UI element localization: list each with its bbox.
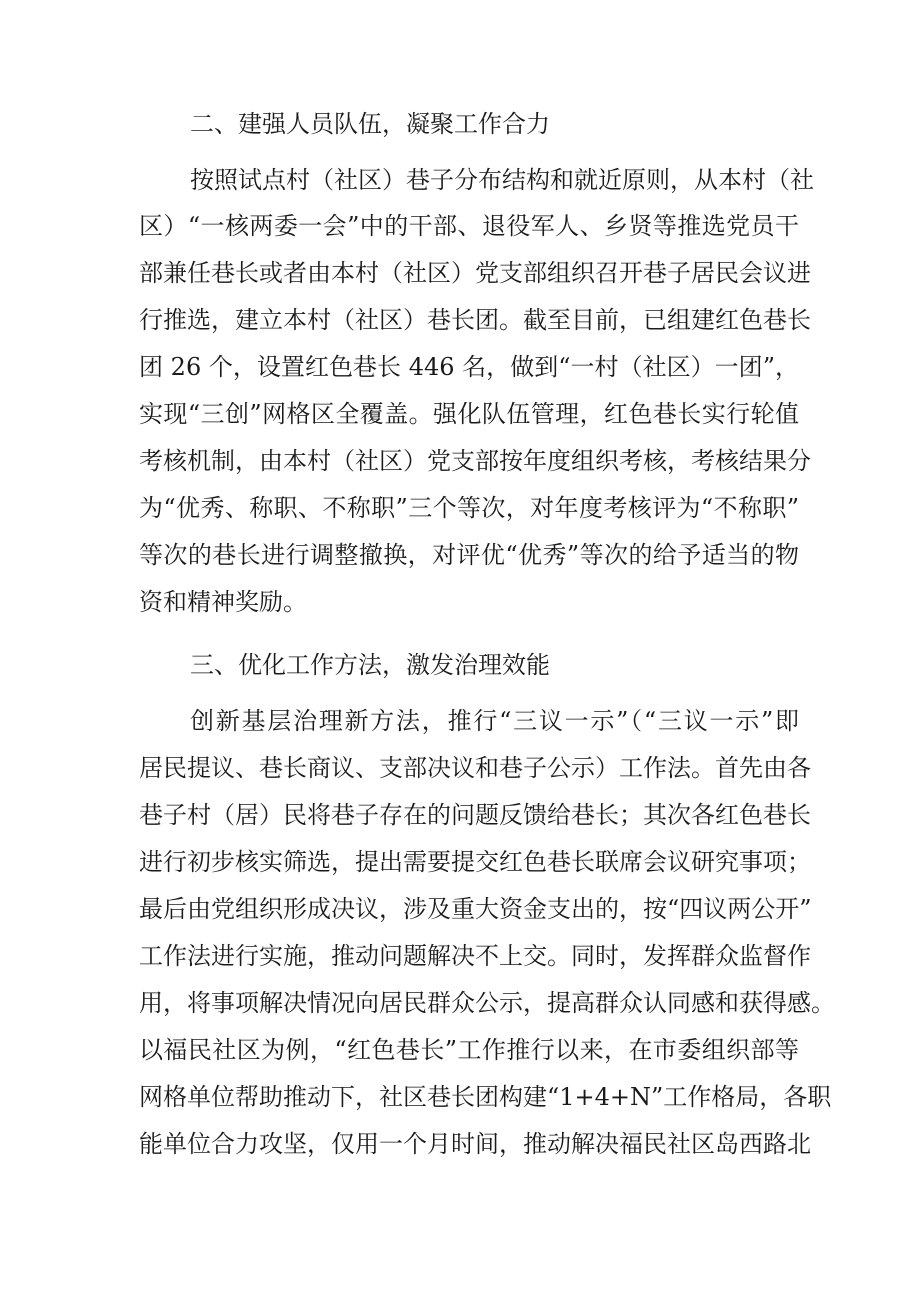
- section-3-line-6: 工作法进行实施，推动问题解决不上交。同时，发挥群众监督作: [139, 942, 811, 970]
- section-3-line-7: 用，将事项解决情况向居民群众公示，提高群众认同感和获得感。: [139, 989, 835, 1017]
- section-3-line-8: 以福民社区为例，“红色巷长”工作推行以来，在市委组织部等: [139, 1036, 799, 1064]
- section-2-heading: 二、建强人员队伍，凝聚工作合力: [190, 110, 550, 138]
- section-2-line-1: 按照试点村（社区）巷子分布结构和就近原则，从本村（社: [190, 166, 814, 194]
- section-2-line-4: 行推选，建立本村（社区）巷长团。截至目前，已组建红色巷长: [139, 306, 811, 334]
- section-2-line-9: 等次的巷长进行调整撤换，对评优“优秀”等次的给予适当的物: [139, 541, 799, 569]
- section-3-line-2: 居民提议、巷长商议、支部决议和巷子公示）工作法。首先由各: [139, 754, 811, 782]
- section-3-line-5: 最后由党组织形成决议，涉及重大资金支出的，按“四议两公开”: [139, 895, 812, 923]
- section-2-line-8: 为“优秀、称职、不称职”三个等次，对年度考核评为“不称职”: [139, 494, 799, 522]
- section-2-line-2: 区）“一核两委一会”中的干部、退役军人、乡贤等推选党员干: [139, 212, 799, 240]
- section-2-line-10: 资和精神奖励。: [139, 588, 307, 616]
- section-2-line-6: 实现“三创”网格区全覆盖。强化队伍管理，红色巷长实行轮值: [139, 400, 799, 428]
- section-2-line-7: 考核机制，由本村（社区）党支部按年度组织考核，考核结果分: [139, 447, 811, 475]
- section-3-line-4: 进行初步核实筛选，提出需要提交红色巷长联席会议研究事项；: [139, 848, 811, 876]
- section-2-line-5: 团 26 个，设置红色巷长 446 名，做到“一村（社区）一团”，: [139, 353, 799, 381]
- section-2-line-3: 部兼任巷长或者由本村（社区）党支部组织召开巷子居民会议进: [139, 259, 811, 287]
- section-3-line-10: 能单位合力攻坚，仅用一个月时间，推动解决福民社区岛西路北: [139, 1130, 811, 1158]
- section-3-line-3: 巷子村（居）民将巷子存在的问题反馈给巷长；其次各红色巷长: [139, 801, 811, 829]
- section-3-heading: 三、优化工作方法，激发治理效能: [190, 651, 550, 679]
- section-3-line-9: 网格单位帮助推动下，社区巷长团构建“1+4+N”工作格局，各职: [139, 1083, 832, 1111]
- section-3-line-1: 创新基层治理新方法，推行“三议一示”（“三议一示”即: [190, 707, 799, 735]
